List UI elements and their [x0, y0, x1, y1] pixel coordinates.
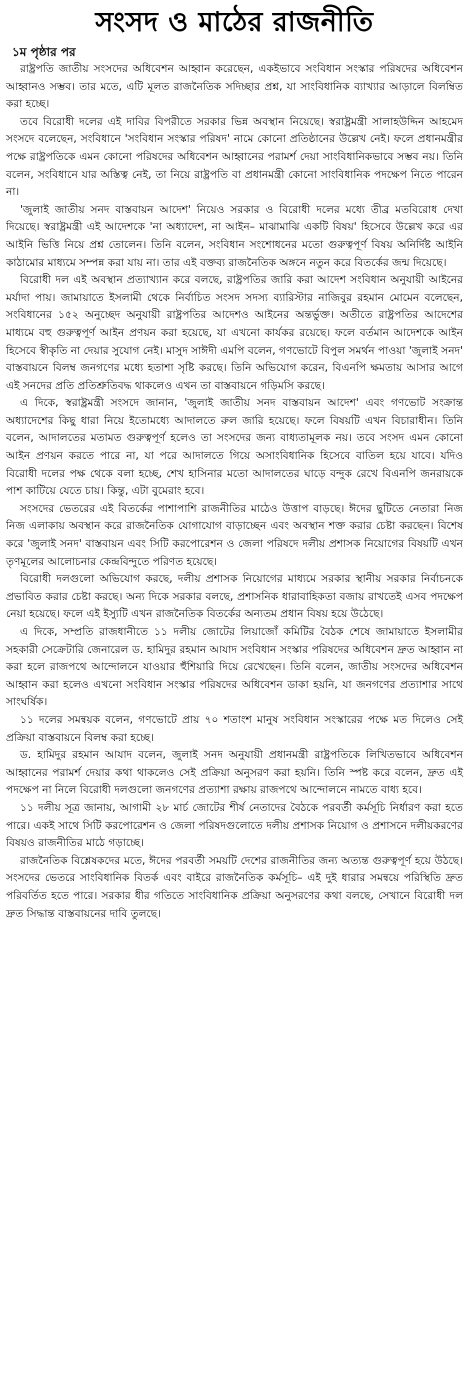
article-paragraph: তবে বিরোধী দলের এই দাবির বিপরীতে সরকার ভিন্ন অবস্থান নিয়েছে। স্বরাষ্ট্রমন্ত্রী সালাহউদ্দিন আহমেদ সংসদে বলেছেন, সংবিধানে 'সংবিধান সংস্কার পরিষদ' নামে কোনো প্রতিষ্ঠানের উল্লেখ নেই। ফলে প্রধানমন্ত্রীর পক্ষে রাষ্ট্রপতিকে এমন কোনো পরিষদের অধিবেশন আহ্বানের পরামর্শ দেয়া সাংবিধানিকভাবে সম্ভব নয়। তিনি বলেন, সংবিধানে যার অস্তিত্ব নেই, তা নিয়ে রাষ্ট্রপতি বা প্রধানমন্ত্রী কোনো সাংবিধানিক পদক্ষেপ নিতে পারেন না। [6, 115, 463, 199]
article-paragraph: রাষ্ট্রপতি জাতীয় সংসদের অধিবেশন আহ্বান করেছেন, একইভাবে সংবিধান সংস্কার পরিষদের অধিবেশন আহ্বানও সম্ভব। তার মতে, এটি মূলত রাজনৈতিক সদিচ্ছার প্রশ্ন, যা সাংবিধানিক ব্যাখ্যার আড়ালে বিলম্বিত করা হচ্ছে। [6, 63, 463, 111]
article-paragraph: এ দিকে, স্বরাষ্ট্রমন্ত্রী সংসদে জানান, 'জুলাই জাতীয় সনদ বাস্তবায়ন আদেশ' এবং গণভোট সংক্রান্ত অধ্যাদেশের কিছু ধারা নিয়ে ইতোমধ্যে আদালতে রুল জারি হয়েছে। ফলে বিষয়টি এখন বিচারাধীন। তিনি বলেন, আদালতের মতামত গুরুত্বপূর্ণ হলেও তা সংসদের জন্য বাধ্যতামূলক নয়। তবে সংসদ এমন কোনো আইন প্রণয়ন করতে পারে না, যা পরে আদালতে গিয়ে অসাংবিধানিক হিসেবে বাতিল হয়ে যাবে। যদিও বিরোধী দলের পক্ষ থেকে বলা হচ্ছে, শেখ হাসিনার মতো আদালতের ঘাড়ে বন্দুক রেখে বিএনপি জনরায়কে পাশ কাটিয়ে যেতে চায়। কিন্তু, এটা বুমেরাং হবে। [6, 397, 463, 498]
article-paragraph: সংসদের ভেতরের এই বিতর্কের পাশাপাশি রাজনীতির মাঠেও উত্তাপ বাড়ছে। ঈদের ছুটিতে নেতারা নিজ নিজ এলাকায় অবস্থান করে রাজনৈতিক যোগাযোগ বাড়াচ্ছেন এবং অবস্থান শক্ত করার চেষ্টা করছেন। বিশেষ করে 'জুলাই সনদ' বাস্তবায়ন এবং সিটি করপোরেশন ও জেলা পরিষদে দলীয় প্রশাসক নিয়োগের বিষয়টি এখন তৃণমূলের আলোচনার কেন্দ্রবিন্দুতে পরিণত হয়েছে। [6, 502, 463, 568]
article-paragraph: 'জুলাই জাতীয় সনদ বাস্তবায়ন আদেশ' নিয়েও সরকার ও বিরোধী দলের মধ্যে তীব্র মতবিরোধ দেখা দিয়েছে। স্বরাষ্ট্রমন্ত্রী এই আদেশকে 'না অধ্যাদেশ, না আইন– মাঝামাঝি একটি বিষয়' হিসেবে উল্লেখ করে এর আইনি ভিত্তি নিয়ে প্রশ্ন তোলেন। তিনি বলেন, সংবিধান সংশোধনের মতো গুরুত্বপূর্ণ বিষয় অনির্দিষ্ট আইনি কাঠামোর মাধ্যমে সম্পন্ন করা যায় না। তার এই বক্তব্য রাজনৈতিক অঙ্গনে নতুন করে বিতর্কের জন্ম দিয়েছে। [6, 203, 463, 269]
article-paragraph: ১১ দলের সমন্বয়ক বলেন, গণভোটে প্রায় ৭০ শতাংশ মানুষ সংবিধান সংস্কারের পক্ষে মত দিলেও সেই প্রক্রিয়া বাস্তবায়নে বিলম্ব করা হচ্ছে। [6, 713, 463, 744]
article-paragraph: বিরোধী দল এই অবস্থান প্রত্যাখ্যান করে বলছে, রাষ্ট্রপতির জারি করা আদেশ সংবিধান অনুযায়ী আইনের মর্যাদা পায়। জামায়াতে ইসলামী থেকে নির্বাচিত সংসদ সদস্য ব্যারিস্টার নাজিবুর রহমান মোমেন বলেছেন, সংবিধানের ১৫২ অনুচ্ছেদ অনুযায়ী রাষ্ট্রপতির আদেশও আইনের অন্তর্ভুক্ত। অতীতে রাষ্ট্রপতির আদেশের মাধ্যমে বহু গুরুত্বপূর্ণ আইন প্রণয়ন করা হয়েছে, যা এখনো কার্যকর রয়েছে। ফলে বর্তমান আদেশকে আইন হিসেবে স্বীকৃতি না দেয়ার সুযোগ নেই। মাসুদ সাঈদী এমপি বলেন, গণভোটে বিপুল সমর্থন পাওয়া 'জুলাই সনদ' বাস্তবায়নে বিলম্ব জনগণের মধ্যে হতাশা সৃষ্টি করছে। তিনি অভিযোগ করেন, বিএনপি ক্ষমতায় আসার আগে এই সনদের প্রতি প্রতিশ্রুতিবদ্ধ থাকলেও এখন তা বাস্তবায়নে গড়িমসি করছে। [6, 274, 463, 392]
article-paragraph: বিরোধী দলগুলো অভিযোগ করছে, দলীয় প্রশাসক নিয়োগের মাধ্যমে সরকার স্থানীয় সরকার নির্বাচনকে প্রভাবিত করার চেষ্টা করছে। অন্য দিকে সরকার বলছে, প্রশাসনিক ধারাবাহিকতা বজায় রাখতেই এসব পদক্ষেপ নেয়া হয়েছে। ফলে এই ইস্যুটি এখন রাজনৈতিক বিতর্কের অন্যতম প্রধান বিষয় হয়ে উঠেছে। [6, 573, 463, 621]
headline: সংসদ ও মাঠের রাজনীতি [95, 7, 374, 38]
article-body [6, 61, 463, 923]
article-paragraph: ১১ দলীয় সূত্র জানায়, আগামী ২৮ মার্চ জোটের শীর্ষ নেতাদের বৈঠকে পরবর্তী কর্মসূচি নির্ধারণ করা হতে পারে। একই সাথে সিটি করপোরেশন ও জেলা পরিষদগুলোতে দলীয় প্রশাসক নিয়োগ ও প্রশাসনে দলীয়করণের বিষয়ও রাজনীতির মাঠে গড়াচ্ছে। [6, 801, 463, 850]
article-paragraph: রাজনৈতিক বিশ্লেষকদের মতে, ঈদের পরবর্তী সময়টি দেশের রাজনীতির জন্য অত্যন্ত গুরুত্বপূর্ণ হয়ে উঠছে। সংসদের ভেতরে সাংবিধানিক বিতর্ক এবং বাইরে রাজনৈতিক কর্মসূচি– এই দুই ধারার সমন্বয়ে পরিস্থিতি দ্রুত পরিবর্তিত হতে পারে। সরকার ধীর গতিতে সাংবিধানিক প্রক্রিয়া অনুসরণের কথা বলছে, সেখানে বিরোধী দল দ্রুত সিদ্ধান্ত বাস্তবায়নের দাবি তুলছে। [6, 854, 463, 920]
article-paragraph: এ দিকে, সম্প্রতি রাজধানীতে ১১ দলীয় জোটের লিয়াজোঁ কমিটির বৈঠক শেষে জামায়াতে ইসলামীর সহকারী সেক্রেটারি জেনারেল ড. হামিদুর রহমান আযাদ সংবিধান সংস্কার পরিষদের অধিবেশন দ্রুত আহ্বান না করা হলে রাজপথে আন্দোলনে যাওয়ার হুঁশিয়ারি দিয়ে রেখেছেন। তিনি বলেন, জাতীয় সংসদের অধিবেশন আহ্বান করা হলেও এখনো সংবিধান সংস্কার পরিষদের অধিবেশন ডাকা হয়নি, যা জনগণের প্রত্যাশার সাথে সাংঘর্ষিক। [6, 626, 463, 709]
continued-from-page-label: ১ম পৃষ্ঠার পর [12, 45, 76, 59]
article-paragraph: ড. হামিদুর রহমান আযাদ বলেন, জুলাই সনদ অনুযায়ী প্রধানমন্ত্রী রাষ্ট্রপতিকে লিখিতভাবে অধিবেশন আহ্বানের পরামর্শ দেয়ার কথা থাকলেও সেই প্রক্রিয়া অনুসরণ করা হয়নি। তিনি স্পষ্ট করে বলেন, দ্রুত এই পদক্ষেপ না নিলে বিরোধী দলগুলো জনগণের প্রত্যাশা রক্ষায় রাজপথে আন্দোলনে নামতে বাধ্য হবে। [6, 749, 463, 797]
